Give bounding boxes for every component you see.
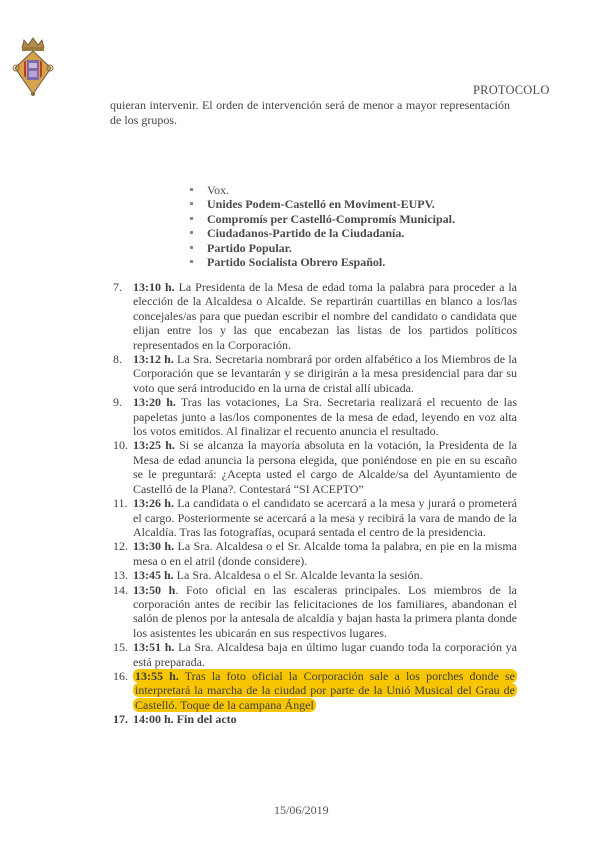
agenda-item-13: 13. 13:45 h. La Sra. Alcaldesa o el Sr. Alcalde levanta la sesión.: [113, 568, 423, 583]
agenda-item-10: 10. 13:25 h. Si se alcanza la mayoría absoluta en la votación, la Presidenta de la Mesa de edad anuncia la persona elegida, que poniéndose en pie en su escaño se le preguntará: ¿Acepta usted el cargo de Alcalde/sa del Ayuntamiento de Castelló de la Plana?. Contestará “SI ACEPTO”: [113, 438, 518, 496]
party-item: Ciudadanos-Partido de la Ciudadanía.: [190, 226, 455, 240]
agenda-item-16-highlighted: 16. 13:55 h. Tras la foto oficial la Corporación sale a los porches donde se interpretará la marcha de la ciudad por parte de la Unió Musical del Grau de Castelló. Toque de la campana Ángel: [113, 668, 516, 712]
section-label: PROTOCOLO: [473, 83, 550, 97]
bullet-icon: [190, 246, 193, 249]
bullet-icon: [190, 188, 193, 191]
bullet-icon: [190, 217, 193, 220]
intro-paragraph: quieran intervenir. El orden de intervención será de menor a mayor representación de los grupos.: [110, 98, 510, 127]
agenda-item-15: 15. 13:51 h. La Sra. Alcaldesa baja en último lugar cuando toda la corporación ya está preparada.: [113, 640, 517, 669]
agenda-item-12: 12. 13:30 h. La Sra. Alcaldesa o el Sr. Alcalde toma la palabra, en pie en la misma mesa o en el atril (donde considere).: [113, 539, 517, 568]
party-item: Vox.: [190, 183, 455, 197]
party-item: Compromís per Castelló-Compromís Municipal.: [190, 212, 455, 226]
agenda-item-8: 8. 13:12 h. La Sra. Secretaria nombrará por orden alfabético a los Miembros de la Corporación que se levantarán y se dirigirán a la mesa presidencial para dar su voto que será introducido en la urna de cristal allí ubicada.: [113, 352, 517, 395]
party-item: Partido Popular.: [190, 241, 455, 255]
agenda-item-14: 14. 13:50 h. Foto oficial en las escaleras principales. Los miembros de la corporación antes de recibir las felicitaciones de los familiares, abandonan el salón de plenos por la antesala de alcaldía y bajan hasta la primera planta donde los asistentes les ubicarán en sus respectivos lugares.: [113, 582, 518, 640]
bullet-icon: [190, 202, 193, 205]
party-list: [190, 183, 455, 269]
bullet-icon: [190, 231, 193, 234]
agenda-item-11: 11. 13:26 h. La candidata o el candidato se acercará a la mesa y jurará o prometerá el cargo. Posteriormente se acercará a la mesa y recibirá la vara de mando de la Alcaldía. Tras las fotografías, ocupará sentada el centro de la presidencia.: [113, 496, 518, 539]
bullet-icon: [190, 260, 193, 263]
agenda-list: [113, 280, 517, 727]
castello-coat-of-arms-icon: [10, 36, 56, 98]
footer-date: 15/06/2019: [274, 803, 329, 817]
agenda-item-17: 17. 14:00 h. Fin del acto: [113, 712, 237, 727]
party-item: Unides Podem-Castelló en Moviment-EUPV.: [190, 197, 455, 211]
agenda-item-7: 7. 13:10 h. La Presidenta de la Mesa de edad toma la palabra para proceder a la elección de la Alcaldesa o Alcalde. Se repartirán cuartillas en blanco a los/las concejales/as para que puedan escribir el nombre del candidato o candidata que elijan entre los y las que encabezan las listas de los partidos políticos representados en la Corporación.: [113, 280, 518, 352]
agenda-item-9: 9. 13:20 h. Tras las votaciones, La Sra. Secretaria realizará el recuento de las papeletas junto a las/los componentes de la mesa de edad, leyendo en voz alta los votos emitidos. Al finalizar el recuento anuncia el resultado.: [113, 395, 517, 439]
party-item: Partido Socialista Obrero Español.: [190, 255, 455, 269]
highlight-marker: 13:55 h. Tras la foto oficial la Corporación sale a los porches donde se interpretará la marcha de la ciudad por parte de la Unió Musical del Grau de Castelló. Toque de la campana Ángel: [135, 668, 516, 712]
